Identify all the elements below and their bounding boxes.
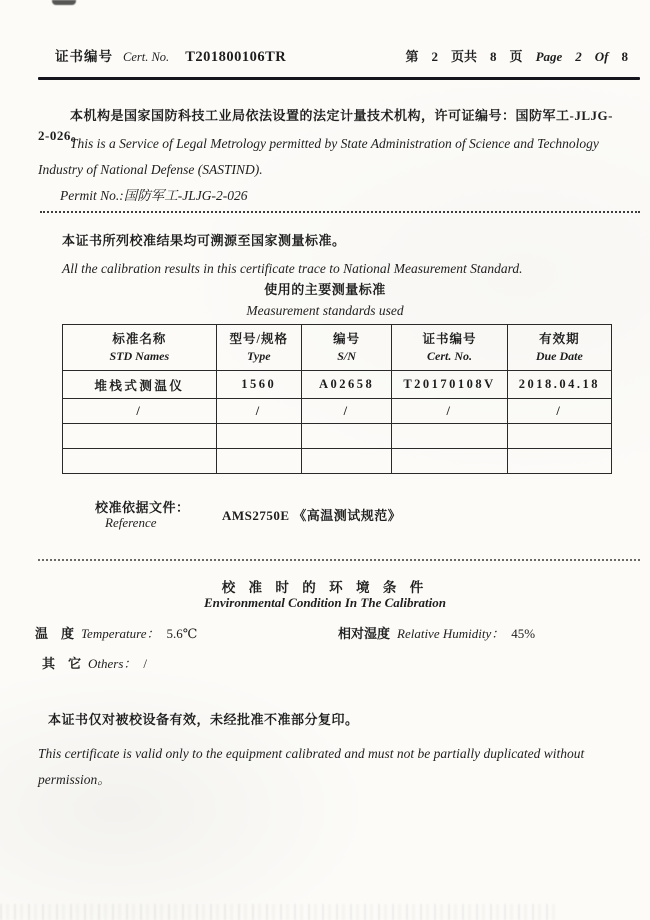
table-row (63, 424, 612, 449)
temperature-label-cn: 温 度 (35, 626, 75, 641)
reference-label-en: Reference (105, 515, 157, 530)
col-due-date-en: Due Date (535, 348, 583, 363)
standards-table (62, 324, 612, 474)
cert-no-label-en: Cert. No. (123, 50, 170, 64)
humidity-value: 45% (511, 626, 536, 641)
header-rule (38, 77, 640, 80)
permit-statement-cn: 本机构是国家国防科技工业局依法设置的法定计量技术机构，许可证编号：国防军工-JLJG-2-026。 (38, 108, 613, 144)
col-type-en: Type (246, 348, 271, 363)
page-label-cn-prefix: 第 (405, 49, 419, 64)
others-label-cn: 其 它 (42, 656, 82, 671)
page-label-en: Page (535, 49, 563, 64)
table-row (63, 449, 612, 474)
page-of-label: Of (594, 49, 609, 64)
temperature-value: 5.6℃ (166, 626, 198, 641)
cell-sn: / (301, 399, 392, 424)
cert-no-label-cn: 证书编号 (55, 49, 113, 64)
traceability-cn: 本证书所列校准结果均可溯源至国家测量标准。 (62, 233, 346, 248)
cell-sn (301, 424, 392, 449)
humidity-line (338, 623, 535, 642)
col-sn (301, 325, 392, 371)
col-type (216, 325, 301, 371)
col-std-names-en: STD Names (109, 348, 170, 363)
col-due-date-cn: 有效期 (539, 332, 580, 347)
cell-std-name: / (63, 399, 217, 424)
header-page-indicator (406, 46, 628, 65)
table-row (63, 399, 612, 424)
validity-notice-cn: 本证书仅对被校设备有效，未经批准不准部分复印。 (48, 712, 359, 727)
cert-no-value: T201800106TR (185, 49, 287, 65)
cell-sn (301, 449, 392, 474)
scan-noise-bottom (0, 904, 560, 920)
col-std-names (63, 325, 217, 371)
environment-title-cn: 校 准 时 的 环 境 条 件 (221, 580, 429, 595)
col-type-cn: 型号/规格 (229, 332, 288, 347)
col-sn-cn: 编号 (333, 332, 361, 347)
temperature-line (35, 623, 197, 642)
cell-due-date: 2018.04.18 (507, 371, 611, 399)
dashed-separator (38, 559, 640, 561)
page-number: 2 (431, 49, 439, 64)
cell-cert-no (392, 449, 507, 474)
cell-type (216, 424, 301, 449)
page-number-en: 2 (575, 49, 582, 64)
col-sn-en: S/N (337, 348, 356, 363)
col-due-date (507, 325, 611, 371)
cell-type: / (216, 399, 301, 424)
header-cert-number (55, 45, 286, 66)
page-total: 8 (490, 49, 497, 64)
page-total-en: 8 (621, 49, 628, 64)
scan-smudge-top (52, 0, 76, 5)
reference-label-cn: 校准依据文件： (95, 500, 190, 515)
col-cert-no-cn: 证书编号 (422, 332, 477, 347)
permit-number-line: Permit No.:国防军工-JLJG-2-026 (60, 188, 248, 203)
others-value: / (143, 656, 148, 671)
standards-title-en: Measurement standards used (246, 303, 404, 318)
cell-sn: A02658 (301, 371, 392, 399)
cell-std-name (63, 449, 217, 474)
cell-std-name (63, 424, 217, 449)
page-label-cn-suffix: 页 (509, 49, 523, 64)
temperature-label-en: Temperature： (81, 626, 160, 641)
standards-header-row (63, 325, 612, 371)
table-row (63, 371, 612, 399)
cell-cert-no: T20170108V (392, 371, 507, 399)
humidity-label-en: Relative Humidity： (397, 626, 505, 641)
permit-statement-en: This is a Service of Legal Metrology permitted by State Administration of Science and Technology Industry of National Defense (SASTIND). (38, 136, 599, 178)
page-label-cn-mid: 页共 (451, 49, 478, 64)
others-line (42, 653, 147, 672)
reference-value: AMS2750E 《高温测试规范》 (222, 508, 402, 523)
humidity-label-cn: 相对湿度 (338, 626, 391, 641)
col-cert-no-en: Cert. No. (427, 348, 473, 363)
others-label-en: Others： (88, 656, 137, 671)
cell-type: 1560 (216, 371, 301, 399)
cell-cert-no (392, 424, 507, 449)
traceability-en: All the calibration results in this certificate trace to National Measurement Standard. (62, 261, 523, 276)
cell-std-name: 堆栈式测温仪 (63, 371, 217, 399)
col-std-names-cn: 标准名称 (112, 332, 167, 347)
cell-due-date: / (507, 399, 611, 424)
validity-notice-en: This certificate is valid only to the equipment calibrated and must not be partially duplicated without permission。 (38, 746, 585, 788)
col-cert-no (392, 325, 507, 371)
standards-title-cn: 使用的主要测量标准 (264, 282, 386, 297)
dotted-separator (40, 211, 640, 213)
cell-type (216, 449, 301, 474)
cell-due-date (507, 449, 611, 474)
cell-due-date (507, 424, 611, 449)
cell-cert-no: / (392, 399, 507, 424)
environment-title-en: Environmental Condition In The Calibration (203, 595, 446, 610)
